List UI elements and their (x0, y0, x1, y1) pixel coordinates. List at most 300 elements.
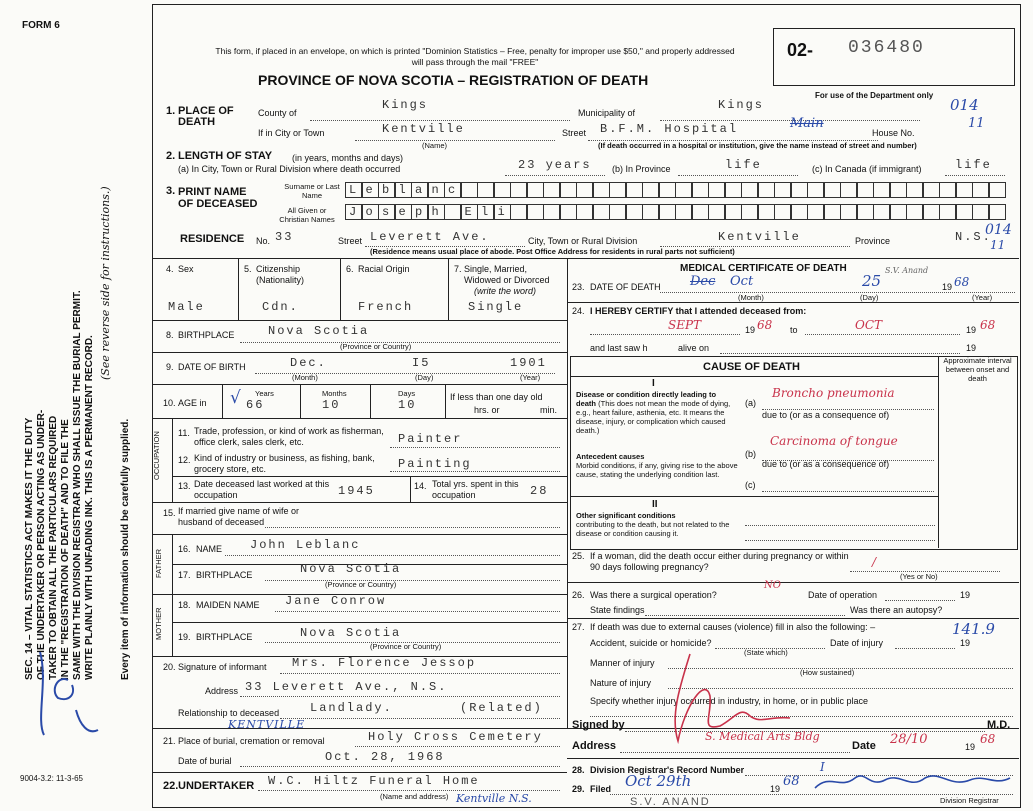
street-label: Street (562, 128, 587, 138)
surname-cell (543, 182, 560, 198)
surname-cell (741, 182, 758, 198)
given-cell (906, 204, 923, 220)
dob-m: (Month) (292, 373, 318, 382)
hrs-label: hrs. or (474, 405, 500, 415)
rel-related: (Related) (460, 701, 543, 715)
s7-sub: (write the word) (474, 286, 537, 296)
given-cell (378, 204, 395, 220)
surname-cell (824, 182, 841, 198)
s11-num: 11. (178, 428, 190, 438)
due-to-1: due to (or as a consequence of) (762, 410, 890, 420)
signed-nineteen: 19 (965, 742, 976, 752)
surname-cell (609, 182, 626, 198)
s6-value: French (358, 300, 414, 314)
s1-num: 1. (166, 105, 176, 117)
from-year: 68 (757, 318, 773, 332)
informant-addr-label: Address (205, 686, 239, 696)
s14-label: Total yrs. spent in this occupation (432, 479, 519, 500)
dod-corr: S.V. Anand (885, 266, 929, 275)
s26-val: NO (764, 580, 781, 591)
s27-nature: Nature of injury (590, 678, 652, 688)
to-label: to (790, 325, 798, 335)
s2-label: LENGTH OF STAY (178, 150, 273, 162)
registrar-signature (810, 768, 1015, 794)
surname-letter: l (398, 183, 406, 197)
cause-b-value: Carcinoma of tongue (770, 434, 898, 448)
burial-date: Oct. 28, 1968 (325, 750, 445, 764)
signed-addr: S. Medical Arts Bldg (705, 730, 820, 743)
surname-cell (791, 182, 808, 198)
given-letter: E (464, 205, 472, 219)
s15-label: If married give name of wife or husband of deceased (178, 506, 300, 527)
to-nineteen: 19 (966, 325, 977, 335)
mother-side: MOTHER (154, 607, 163, 640)
county-value: Kings (382, 98, 429, 112)
s15-num: 15. (163, 508, 176, 518)
surname-cell (395, 182, 412, 198)
dod-month-struck: Dec (690, 274, 716, 289)
s29-year: 68 (783, 774, 800, 789)
s4-num: 4. (166, 264, 174, 274)
ac-rest: Morbid conditions, if any, giving rise to the above cause, stating the underlying condition last. (576, 461, 738, 479)
street-value: B.F.M. Hospital (600, 122, 739, 136)
registrar-label: Division Registrar (940, 796, 999, 805)
res-no: 33 (275, 230, 294, 244)
s28-num: 28. (572, 765, 585, 775)
cause-c: (c) (745, 480, 756, 490)
form-title: PROVINCE OF NOVA SCOTIA – REGISTRATION OF DEATH (258, 72, 649, 88)
s27-specify: Specify whether injury occurred in industry, in home, or in public place (590, 696, 868, 706)
s21-num: 21. (163, 736, 176, 746)
surname-cell (725, 182, 742, 198)
s12-value: Painting (398, 457, 472, 471)
s7-num: 7. (454, 264, 462, 274)
certify: I HEREBY CERTIFY that I attended deceased from: (590, 306, 807, 316)
s16-num: 16. (178, 544, 191, 554)
surname-cell (675, 182, 692, 198)
signed-addr-label: Address (572, 740, 617, 752)
md-label: M.D. (987, 719, 1011, 731)
s1-label: PLACE OF DEATH (178, 105, 234, 128)
given-cell (527, 204, 544, 220)
margin-signature (28, 640, 123, 750)
struck-street: Main (790, 116, 824, 131)
s13-label: Date deceased last worked at this occupation (194, 479, 330, 500)
res-note: (Residence means usual place of abode. Post Office Address for residents in rural parts not sufficient) (370, 247, 735, 256)
s6-label: Racial Origin (358, 264, 410, 274)
s19-num: 19. (178, 632, 191, 642)
s18-num: 18. (178, 600, 191, 610)
undertaker-hw: Kentville N.S. (456, 792, 532, 805)
given-cell (857, 204, 874, 220)
given-cell (989, 204, 1006, 220)
s2-sub: (in years, months and days) (292, 153, 404, 163)
dob-y: (Year) (520, 373, 541, 382)
s25-val: / (872, 555, 877, 569)
given-cell (774, 204, 791, 220)
s25-yn: (Yes or No) (900, 572, 938, 581)
res-code: 014 (985, 222, 1012, 238)
mother-maiden: Jane Conrow (285, 594, 387, 608)
s12-label: Kind of industry or business, as fishing, bank, grocery store, etc. (194, 453, 375, 474)
res-code-2: 11 (990, 238, 1006, 252)
form-code: 9004-3.2: 11-3-65 (20, 774, 84, 783)
surname-cell (378, 182, 395, 198)
given-cell (543, 204, 560, 220)
res-no-label: No. (256, 236, 271, 246)
s2-num: 2. (166, 150, 176, 162)
s7-value: Single (468, 300, 524, 314)
given-cell (725, 204, 742, 220)
given-cell (477, 204, 494, 220)
given-cell (741, 204, 758, 220)
age-years: 66 (246, 398, 265, 412)
surname-cell (890, 182, 907, 198)
side-line-3: TAKER TO OBTAIN ALL THE PARTICULARS REQUIRED (48, 415, 59, 680)
min-label: min. (540, 405, 558, 415)
dc-bold: Disease or condition directly leading to death (576, 390, 717, 408)
s17-num: 17. (178, 570, 191, 580)
s23-num: 23. (572, 282, 585, 292)
given-letter: e (398, 205, 406, 219)
informant-sig-label: Signature of informant (178, 662, 267, 672)
s9-label: DATE OF BIRTH (178, 362, 246, 372)
side-line-4: IN THE "REGISTRATION OF DEATH" AND TO FILE THE (60, 419, 71, 680)
mother-bp: Nova Scotia (300, 626, 402, 640)
side-line-1: SEC. 14 – VITAL STATISTICS ACT MAKES IT THE DUTY (24, 417, 35, 680)
dod-d: (Day) (860, 293, 879, 302)
alive-on: alive on (678, 343, 710, 353)
rel-value: Landlady. (310, 701, 393, 715)
months-label: Months (322, 389, 347, 398)
printed-name: S.V. ANAND (630, 796, 711, 808)
surname-cell (593, 182, 610, 198)
given-cell (626, 204, 643, 220)
surname-cell (807, 182, 824, 198)
informant-addr: 33 Leverett Ave., N.S. (245, 680, 448, 694)
occupation-side: OCCUPATION (152, 431, 161, 480)
surname-cell (972, 182, 989, 198)
ac-bold: Antecedent causes (576, 452, 645, 461)
s5-sub: (Nationality) (256, 275, 305, 285)
mother-bp-note: (Province or Country) (370, 642, 442, 651)
cause-a: (a) (745, 398, 756, 408)
s26-nineteen: 19 (960, 590, 971, 600)
s8-num: 8. (166, 330, 174, 340)
s27-state: (State which) (744, 648, 788, 657)
dc-rest: (This does not mean the mode of dying, e.g., heart failure, asthenia, etc. It means the disease, injury, or complication which caused death.) (576, 399, 731, 435)
surname-cell (560, 182, 577, 198)
given-cell (576, 204, 593, 220)
res-city-label: City, Town or Rural Division (528, 236, 638, 246)
surname-label: Surname or Last Name (284, 182, 340, 200)
reg-number: 036480 (848, 38, 925, 58)
med-title: MEDICAL CERTIFICATE OF DEATH (680, 263, 847, 274)
given-cell (873, 204, 890, 220)
surname-letter: b (382, 183, 390, 197)
given-cell (461, 204, 478, 220)
residence-label: RESIDENCE (180, 233, 245, 245)
s6-num: 6. (346, 264, 354, 274)
dod-day: 25 (862, 272, 882, 290)
side-instructions (24, 40, 154, 680)
os-rest: contributing to the death, but not related to the disease or condition causing it. (576, 520, 730, 538)
age-days: 10 (398, 398, 417, 412)
burial-place-label: Place of burial, cremation or removal (178, 736, 325, 746)
father-name-label: NAME (196, 544, 223, 554)
dept-use: For use of the Department only (815, 91, 934, 100)
dod-year: 68 (954, 275, 970, 289)
s25-text: If a woman, did the death occur either during pregnancy or within 90 days following pregnancy? (590, 551, 849, 572)
given-cell (972, 204, 989, 220)
given-cell (395, 204, 412, 220)
city-label: If in City or Town (258, 128, 325, 138)
county-label: County of (258, 108, 297, 118)
given-letter: J (349, 205, 357, 219)
given-cell (362, 204, 379, 220)
given-cell (923, 204, 940, 220)
dod-yr-prefix: 19 (942, 282, 953, 292)
res-city: Kentville (718, 230, 801, 244)
s25-num: 25. (572, 551, 585, 561)
given-cell (593, 204, 610, 220)
s8-note: (Province or Country) (340, 342, 412, 351)
surname-cell (989, 182, 1006, 198)
dob-day: I5 (412, 356, 431, 370)
res-street: Leverett Ave. (370, 230, 490, 244)
given-letter: h (431, 205, 439, 219)
reg-prefix: 02- (787, 40, 814, 60)
s26-autopsy: Was there an autopsy? (850, 605, 943, 615)
given-cell (411, 204, 428, 220)
city-code: 11 (968, 116, 985, 131)
given-cell (428, 204, 445, 220)
municipality-label: Municipality of (578, 108, 636, 118)
days-label: Days (398, 389, 416, 398)
os-bold: Other significant conditions (576, 511, 676, 520)
surname-cell (939, 182, 956, 198)
cause-a-value: Broncho pneumonia (772, 386, 895, 400)
surname-cell (362, 182, 379, 198)
s20-num: 20. (163, 662, 176, 672)
s5-value: Cdn. (262, 300, 299, 314)
county-code: 014 (950, 96, 979, 114)
s29-num: 29. (572, 784, 585, 794)
given-cell (692, 204, 709, 220)
s27-manner: Manner of injury (590, 658, 655, 668)
res-province-label: Province (855, 236, 891, 246)
side-line-7: (See reverse side for instructions.) (99, 186, 112, 380)
s27-acc: Accident, suicide or homicide? (590, 638, 712, 648)
undertaker-value: W.C. Hiltz Funeral Home (268, 774, 480, 788)
s28-label: Division Registrar's Record Number (590, 765, 745, 775)
signed-label: Signed by (572, 719, 625, 731)
part-i: I (652, 378, 655, 389)
surname-cell (708, 182, 725, 198)
surname-cell (642, 182, 659, 198)
to-year: 68 (980, 318, 996, 332)
s22-num: 22. (163, 780, 179, 792)
surname-letter: n (431, 183, 439, 197)
given-cell (956, 204, 973, 220)
side-line-8: Every item of information should be carefully supplied. (120, 418, 131, 680)
last-saw: and last saw h (590, 343, 648, 353)
s27-code: 141.9 (952, 620, 995, 638)
signed-date-label: Date (852, 740, 876, 752)
s27-label: If death was due to external causes (violence) fill in also the following: – (590, 622, 876, 632)
last-nineteen: 19 (966, 343, 977, 353)
burial-hw: KENTVILLE (228, 718, 306, 731)
surname-cell (444, 182, 461, 198)
s4-value: Male (168, 300, 205, 314)
father-bp: Nova Scotia (300, 562, 402, 576)
surname-cell (527, 182, 544, 198)
years-label: Years (255, 389, 274, 398)
s10-label: AGE in (178, 398, 207, 408)
s2a-value: 23 years (518, 158, 592, 172)
father-side: FATHER (154, 548, 163, 578)
s2c-label: (c) In Canada (if immigrant) (812, 164, 922, 174)
res-province: N.S. (955, 230, 992, 244)
envelope-note: This form, if placed in an envelope, on which is printed "Dominion Statistics – Free, penalty for improper use $50," and properly addressed will pass through the mail "FREE" (215, 46, 735, 67)
s5-num: 5. (244, 264, 252, 274)
signed-year: 68 (980, 732, 996, 746)
cause-title: CAUSE OF DEATH (703, 361, 800, 373)
s7-label: Single, Married, Widowed or Divorced (464, 264, 550, 285)
surname-letter: c (448, 183, 456, 197)
dob-month: Dec. (290, 356, 327, 370)
municipality-value: Kings (718, 98, 765, 112)
s5-label: Citizenship (256, 264, 301, 274)
s2b-label: (b) In Province (612, 164, 671, 174)
given-cell (659, 204, 676, 220)
father-bp-note: (Province or Country) (325, 580, 397, 589)
surname-letter: L (349, 183, 357, 197)
side-line-6: WRITE PLAINLY WITH UNFADING INK. THIS IS A PERMANENT RECORD. (84, 335, 95, 680)
undertaker-note: (Name and address) (380, 792, 449, 801)
s27-how: (How sustained) (800, 668, 855, 677)
mother-maiden-label: MAIDEN NAME (196, 600, 260, 610)
house-label: House No. (872, 128, 915, 138)
given-letter: i (497, 205, 505, 219)
dod-month: Oct (730, 274, 754, 289)
s24-num: 24. (572, 306, 585, 316)
s26-findings: State findings (590, 605, 645, 615)
given-cell (890, 204, 907, 220)
given-cell (758, 204, 775, 220)
surname-cell (345, 182, 362, 198)
age-months: 10 (322, 398, 341, 412)
given-cell (642, 204, 659, 220)
s27-num: 27. (572, 622, 585, 632)
s3-num: 3. (166, 185, 176, 197)
given-cell (708, 204, 725, 220)
given-cell (791, 204, 808, 220)
s11-label: Trade, profession, or kind of work as fisherman, office clerk, sales clerk, etc. (194, 426, 384, 447)
s13-num: 13. (178, 481, 191, 491)
s28-val: I (820, 760, 825, 774)
city-value: Kentville (382, 122, 465, 136)
s2b-value: life (725, 158, 762, 172)
undertaker-label: UNDERTAKER (178, 780, 255, 792)
surname-cell (873, 182, 890, 198)
mother-bp-label: BIRTHPLACE (196, 632, 253, 642)
s14-value: 28 (530, 484, 549, 498)
surname-cell (774, 182, 791, 198)
signed-date: 28/10 (890, 732, 928, 747)
surname-letter: e (365, 183, 373, 197)
s26-doo: Date of operation (808, 590, 878, 600)
surname-cell (857, 182, 874, 198)
surname-letter: a (415, 183, 423, 197)
s9-num: 9. (166, 362, 174, 372)
given-label: All Given or Christian Names (279, 206, 335, 224)
surname-cell (626, 182, 643, 198)
given-letter: o (365, 205, 373, 219)
interval-label: Approximate interval between onset and death (943, 356, 1012, 383)
dob-year: 1901 (510, 356, 547, 370)
res-street-label: Street (338, 236, 363, 246)
s29-label: Filed (590, 784, 612, 794)
surname-cell (494, 182, 511, 198)
given-cell (609, 204, 626, 220)
surname-cell (477, 182, 494, 198)
form-label: FORM 6 (22, 20, 60, 31)
due-to-2: due to (or as a consequence of) (762, 459, 890, 469)
informant-sig: Mrs. Florence Jessop (292, 656, 477, 670)
given-cell (345, 204, 362, 220)
s14-num: 14. (414, 481, 427, 491)
cause-b: (b) (745, 449, 756, 459)
s3-label: PRINT NAME OF DECEASED (178, 186, 258, 210)
dod-y: (Year) (972, 293, 993, 302)
surname-cell (428, 182, 445, 198)
given-cell (675, 204, 692, 220)
surname-cell (692, 182, 709, 198)
s12-num: 12. (178, 455, 191, 465)
burial-place: Holy Cross Cemetery (368, 730, 543, 744)
surname-cell (411, 182, 428, 198)
given-cell (939, 204, 956, 220)
father-bp-label: BIRTHPLACE (196, 570, 253, 580)
given-cell (444, 204, 461, 220)
s10-num: 10. (163, 398, 176, 408)
name-note: (Name) (422, 141, 448, 150)
given-cell (494, 204, 511, 220)
s8-label: BIRTHPLACE (178, 330, 235, 340)
surname-cell (923, 182, 940, 198)
given-letter: p (415, 205, 423, 219)
s13-value: 1945 (338, 484, 375, 498)
given-letter: l (481, 205, 489, 219)
s11-value: Painter (398, 432, 463, 446)
s29-val: Oct 29th (625, 772, 692, 790)
surname-cell (758, 182, 775, 198)
dob-d: (Day) (415, 373, 434, 382)
dod-m: (Month) (738, 293, 764, 302)
part-ii: II (652, 499, 658, 510)
s8-value: Nova Scotia (268, 324, 370, 338)
given-cell (560, 204, 577, 220)
surname-cell (906, 182, 923, 198)
given-letter: s (382, 205, 390, 219)
given-cell (510, 204, 527, 220)
s4-label: Sex (178, 264, 194, 274)
surname-cell (659, 182, 676, 198)
s2c-value: life (955, 158, 992, 172)
surname-cell (840, 182, 857, 198)
dod-label: DATE OF DEATH (590, 282, 661, 292)
